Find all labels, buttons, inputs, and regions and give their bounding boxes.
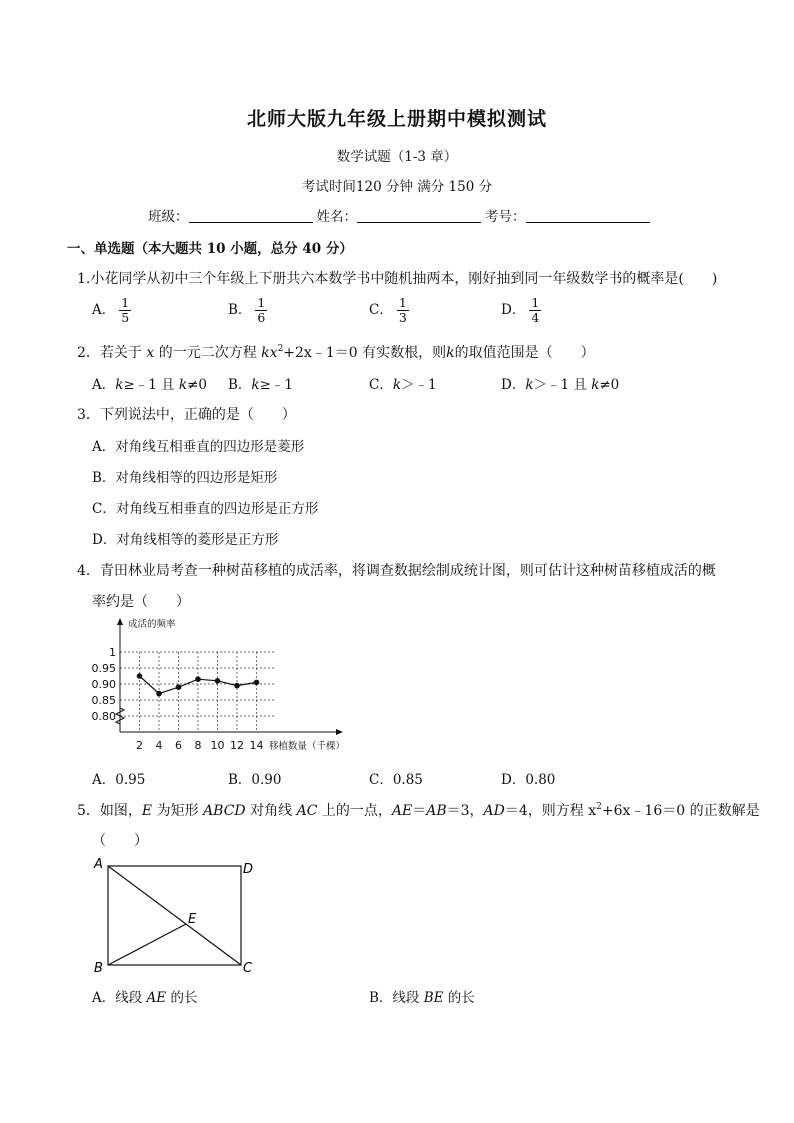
exam-info: 考试时间120 分钟 满分 150 分 [301, 179, 493, 195]
x-tick-label: 2 [136, 739, 143, 752]
data-point [176, 684, 182, 690]
x-tick-label: 12 [230, 739, 244, 752]
fraction: $\frac{1}{5}$ [121, 295, 130, 325]
y-tick-label: 1 [109, 646, 116, 659]
number-label: 考号： [485, 209, 526, 225]
q2-option-c[interactable]: C．k＞﹣1 [369, 377, 437, 393]
q3-option-d[interactable]: D．对角线相等的菱形是正方形 [92, 532, 279, 548]
fraction: $\frac{1}{3}$ [398, 295, 407, 325]
data-point [234, 683, 240, 689]
label-d: D [243, 862, 254, 877]
data-point [254, 680, 260, 686]
chart-axes [116, 618, 343, 735]
q1-option-a[interactable]: A． $\frac{1}{5}$ [92, 295, 130, 325]
y-tick-label: 0.85 [91, 694, 116, 707]
q5-option-a[interactable]: A．线段 AE 的长 [92, 990, 198, 1006]
x-tick-label: 14 [249, 739, 264, 752]
chart-grid [120, 652, 276, 732]
class-label: 班级： [148, 209, 189, 225]
y-tick-label: 0.90 [91, 678, 116, 691]
x-tick-label: 10 [210, 739, 225, 752]
q4-option-c[interactable]: C．0.85 [369, 772, 423, 788]
q3-option-a[interactable]: A．对角线互相垂直的四边形是菱形 [92, 439, 305, 455]
y-tick-label: 0.95 [91, 662, 116, 675]
question-2-text: 2．若关于 x 的一元二次方程 $kx^2+2x﹣1=0$ 有实数根，则k的取值范围是（ ） [77, 344, 595, 361]
q3-option-b[interactable]: B．对角线相等的四边形是矩形 [92, 470, 278, 486]
y-axis-arrow [117, 618, 123, 625]
x-tick-label: 4 [155, 739, 163, 752]
q3-option-c[interactable]: C．对角线互相垂直的四边形是正方形 [92, 501, 319, 517]
section-title: 一、单选题（本大题共 10 小题，总分 40 分） [67, 241, 353, 257]
x-axis-label: 移植数量（千棵） [269, 741, 346, 752]
q4-option-d[interactable]: D．0.80 [501, 772, 556, 788]
class-field[interactable] [189, 208, 313, 223]
q4-option-a[interactable]: A．0.95 [92, 772, 146, 788]
x-tick-label: 8 [194, 739, 202, 752]
diagonal-ac [108, 866, 241, 965]
rectangle-figure [88, 852, 268, 980]
data-point [215, 678, 221, 684]
number-field[interactable] [526, 208, 650, 223]
y-tick-label: 0.80 [91, 710, 116, 723]
fraction: $\frac{1}{6}$ [257, 295, 266, 325]
x-tick-labels [136, 739, 264, 752]
q1-option-d[interactable]: D． $\frac{1}{4}$ [501, 295, 540, 325]
q2-option-d[interactable]: D．k＞﹣1 且 k≠0 [501, 377, 620, 393]
question-4-text-cont: 率约是（ ） [92, 594, 190, 610]
label-a: A [94, 857, 103, 872]
subject-subtitle: 数学试题（1-3 章） [336, 149, 458, 165]
y-axis-label: 成活的频率 [128, 619, 176, 630]
x-tick-label: 6 [175, 739, 182, 752]
question-1-text: 1.小花同学从初中三个年级上下册共六本数学书中随机抽两本，刚好抽到同一年级数学书的概率是( ) [77, 271, 718, 287]
fraction: $\frac{1}{4}$ [531, 295, 540, 325]
page-title: 北师大版九年级上册期中模拟测试 [246, 108, 547, 130]
q1-option-b[interactable]: B． $\frac{1}{6}$ [228, 295, 266, 325]
data-point [156, 691, 162, 697]
y-tick-labels [92, 646, 117, 723]
student-info-row [148, 205, 654, 225]
data-point [137, 673, 143, 679]
x-axis-arrow [336, 729, 343, 735]
question-5-text: 5．如图，E 为矩形 ABCD 对角线 AC 上的一点，AE＝AB＝3，AD＝4，则方程 $x^2+6x﹣16=0$ 的正数解是 [77, 802, 760, 819]
q2-option-b[interactable]: B．k≥﹣1 [228, 377, 294, 393]
label-c: C [243, 961, 253, 976]
label-b: B [94, 961, 103, 976]
name-label: 姓名： [316, 209, 357, 225]
question-5-text-cont: （ ） [92, 833, 148, 849]
survival-rate-chart [88, 612, 378, 762]
label-e: E [188, 912, 197, 927]
question-4-text: 4．青田林业局考查一种树苗移植的成活率，将调查数据绘制成统计图，则可估计这种树苗移植成活的概 [77, 563, 716, 579]
q2-option-a[interactable]: A．k≥﹣1 且 k≠0 [92, 377, 208, 393]
question-3-text: 3．下列说法中，正确的是（ ） [77, 407, 296, 423]
data-point [195, 676, 201, 682]
q1-option-c[interactable]: C． $\frac{1}{3}$ [369, 295, 407, 325]
name-field[interactable] [357, 208, 481, 223]
segment-be [108, 924, 186, 965]
q5-option-b[interactable]: B．线段 BE 的长 [369, 990, 475, 1006]
q4-option-b[interactable]: B．0.90 [228, 772, 282, 788]
